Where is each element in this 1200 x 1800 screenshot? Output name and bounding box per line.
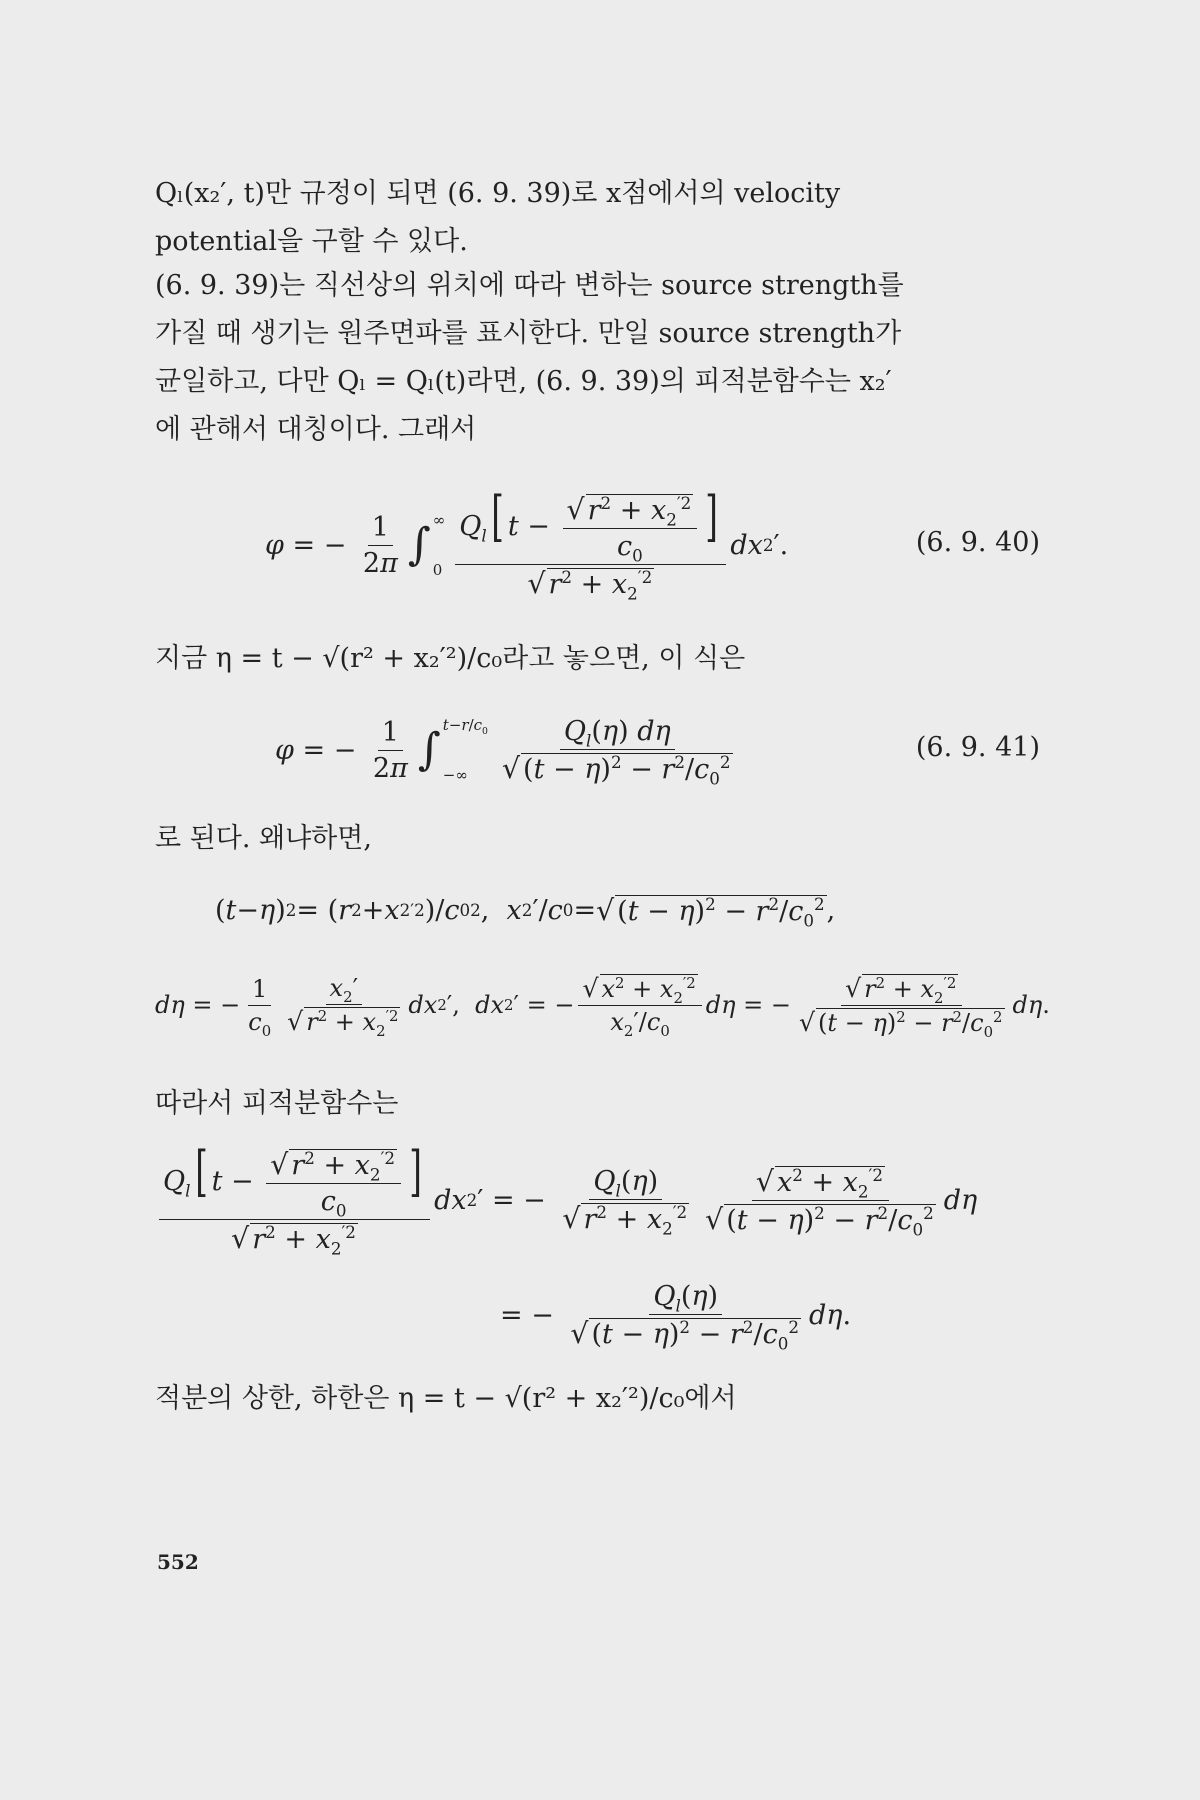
text-line: potential을 구할 수 있다. (155, 226, 468, 257)
text-line: (6. 9. 39)는 직선상의 위치에 따라 변하는 source strength를 (155, 270, 904, 301)
paragraph-1 (155, 170, 1035, 266)
equation-number: (6. 9. 40) (915, 527, 1040, 558)
text-line: 에 관해서 대칭이다. 그래서 (155, 414, 477, 445)
text-line: 가질 때 생기는 원주면파를 표시한다. 만일 source strength가 (155, 318, 902, 349)
equation-differentials: dη = − $\frac{1}{c_0}$ $\frac{x_2'}{√ r^2 + x_2^{'2}}$ dx 2 ′, dx 2 ′ = − $\frac{√ x^2 + x_2^{'2}}{x_2'/c_0}$ dη = − $\frac{√ r^2 + x_2^{'2}}{√ (t - \eta)^2 - r^2/c_0^2}$ dη . (155, 973, 1050, 1041)
paragraph-3 (155, 635, 1035, 683)
paragraph-6 (155, 1375, 1035, 1423)
paragraph-2 (155, 262, 1035, 454)
text-line: 로 된다. 왜냐하면, (155, 823, 372, 854)
paragraph-4 (155, 815, 1035, 863)
text-line: 지금 η = t − √(r² + x₂′²)/c₀라고 놓으면, 이 식은 (155, 643, 746, 674)
text-line: Qₗ(x₂′, t)만 규정이 되면 (6. 9. 39)로 x점에서의 velocity (155, 178, 841, 209)
equation-number: (6. 9. 41) (915, 732, 1040, 763)
page-number: 552 (157, 1550, 199, 1574)
text-line: 따라서 피적분함수는 (155, 1088, 399, 1119)
equation-integrand-1: $Q_l$[ t − $\frac{√ r^2 + x_2^{'2}}{c_0}$ ] √ $r^2 + x_2^{'2}$ dx 2 ′ = − $\frac{Q_l(\eta)}{√ r^2 + x_2^{'2}}$ $\frac{√ x^2 + x_2^{'2}}{√ (t - \eta)^2 - r^2/c_0^2}$ dη (155, 1140, 977, 1260)
equation-6-9-41: φ = − $\frac{1}{2\pi}$ ∫ $t-r/c_0$ −∞ $\frac{Q_l(\eta) d\eta}{√ (t - \eta)^2 - r^2/c_0^2}$ (275, 715, 731, 788)
equation-6-9-40: φ = − $\frac{1}{2\pi}$ ∫ ∞ 0 $Q_l$[ t − $\frac{√ r^2 + x_2^{'2}}{c_0}$ ] √ $r^2 + x_2^{'2}$ dx 2 ′. (265, 485, 789, 604)
paragraph-5 (155, 1080, 1035, 1128)
equation-integrand-2: = − $\frac{Q_l(\eta)}{√ (t - \eta)^2 - r^2/c_0^2}$ dη . (500, 1280, 852, 1353)
text-line: 적분의 상한, 하한은 η = t − √(r² + x₂′²)/c₀에서 (155, 1383, 737, 1414)
text-line: 균일하고, 다만 Qₗ = Qₗ(t)라면, (6. 9. 39)의 피적분함수는 x₂′ (155, 366, 892, 397)
equation-relation: ( t − η ) 2 = ( r 2 + x 2 ′2 )/ c 0 2 , x 2 ′/ c 0 = √ $(t - \eta)^2 - r^2/c_0^2$ , (215, 893, 836, 930)
